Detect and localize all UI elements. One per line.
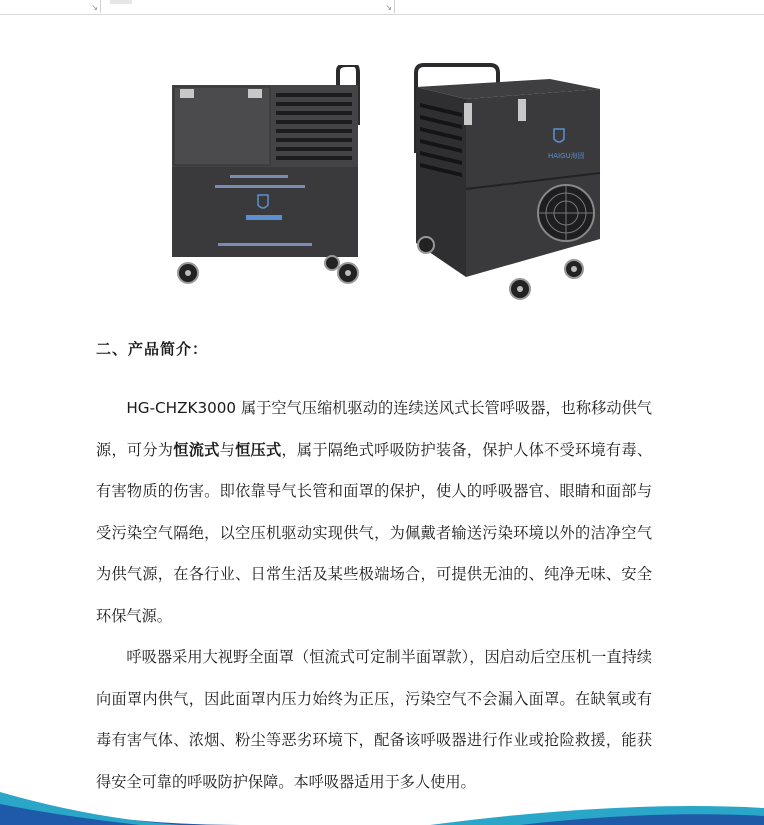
section-heading: 二、产品简介： (96, 340, 209, 358)
corner-mark-icon: ↘ (385, 3, 392, 12)
fan-icon (538, 185, 594, 241)
paragraph-text: HG-CHZK3000 属于空气压缩机驱动的连续送风式长管呼吸器，也称移动供气源，可分为 (96, 399, 652, 459)
header-cell (0, 0, 101, 13)
intro-paragraph (96, 388, 652, 637)
paragraph-text: ，属于隔绝式呼吸防护装备，保护人体不受环境有毒、有害物质的伤害。即依靠导气长管和面罩的保护，使人的呼吸器官、眼睛和面部与受污染空气隔绝，以空压机驱动实现供气，为佩戴者输送污染环境以外的洁净空气为供气源，在各行业、日常生活及某些极端场合，可提供无油的、纯净无味、安全环保气源。 (96, 440, 653, 625)
brand-label: HAIGU海固 (548, 152, 585, 160)
decorative-swoosh (0, 770, 764, 825)
paragraph-text: 与 (219, 440, 236, 459)
corner-mark-icon: ↘ (91, 3, 98, 12)
header-cell (100, 0, 395, 13)
product-photos (0, 55, 764, 315)
document-top-bar (0, 0, 764, 15)
bold-term-constant-flow: 恒流式 (173, 440, 220, 459)
mask-paragraph: 呼吸器采用大视野全面罩（恒流式可定制半面罩款），因启动后空压机一直持续向面罩内供气，因此面罩内压力始终为正压，污染空气不会漏入面罩。在缺氧或有毒有害气体、浓烟、粉尘等恶劣环境下，配备该呼吸器进行作业或抢险救援，能获得安全可靠的呼吸防护保障。本呼吸器适用于多人使用。 (96, 648, 652, 791)
product-photo-front (160, 65, 370, 287)
product-photo-angle (410, 63, 610, 307)
bold-term-constant-pressure: 恒压式 (235, 440, 282, 459)
